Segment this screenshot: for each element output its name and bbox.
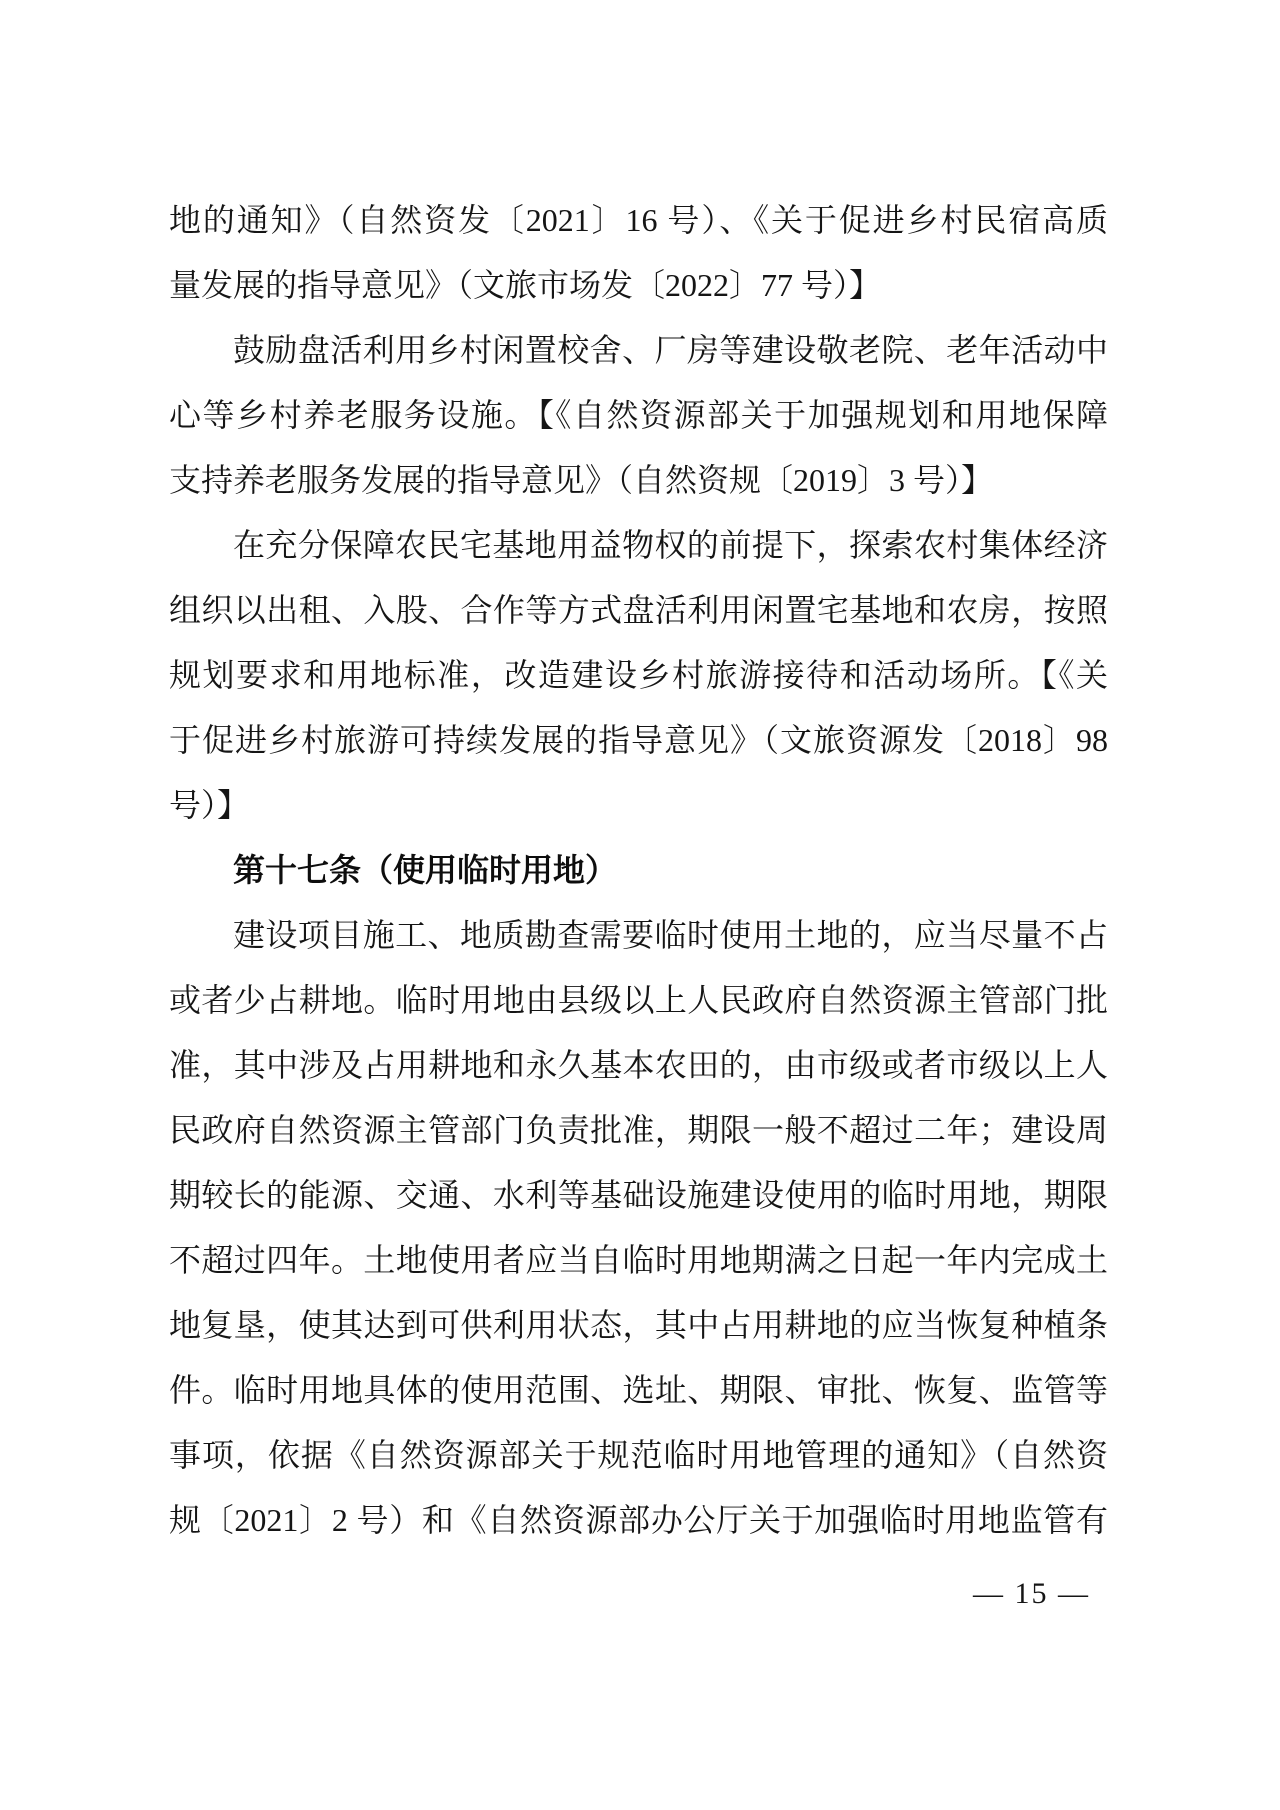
document-line: 件。临时用地具体的使用范围、选址、期限、审批、恢复、监管等 xyxy=(169,1372,1108,1408)
document-line: 事项，依据《自然资源部关于规范临时用地管理的通知》（自然资 xyxy=(169,1437,1108,1473)
document-line: 组织以出租、入股、合作等方式盘活利用闲置宅基地和农房，按照 xyxy=(169,592,1108,628)
document-line: 支持养老服务发展的指导意见》（自然资规〔2019〕3 号）】 xyxy=(169,462,994,498)
article-heading: 第十七条（使用临时用地） xyxy=(233,851,618,889)
document-line: 规〔2021〕2 号）和《自然资源部办公厅关于加强临时用地监管有 xyxy=(169,1502,1108,1538)
document-line: 心等乡村养老服务设施。【《自然资源部关于加强规划和用地保障 xyxy=(169,397,1108,433)
document-line: 民政府自然资源主管部门负责批准，期限一般不超过二年；建设周 xyxy=(169,1112,1108,1148)
document-line: 号）】 xyxy=(169,787,250,823)
document-line: 量发展的指导意见》（文旅市场发〔2022〕77 号）】 xyxy=(169,267,882,303)
document-line: 不超过四年。土地使用者应当自临时用地期满之日起一年内完成土 xyxy=(169,1242,1108,1278)
document-line: 于促进乡村旅游可持续发展的指导意见》（文旅资源发〔2018〕98 xyxy=(169,722,1108,758)
document-line: 或者少占耕地。临时用地由县级以上人民政府自然资源主管部门批 xyxy=(169,982,1108,1018)
document-line: 建设项目施工、地质勘查需要临时使用土地的，应当尽量不占 xyxy=(233,917,1108,953)
document-line: 在充分保障农民宅基地用益物权的前提下，探索农村集体经济 xyxy=(233,527,1108,563)
document-line: 准，其中涉及占用耕地和永久基本农田的，由市级或者市级以上人 xyxy=(169,1047,1108,1083)
document-line: 地复垦，使其达到可供利用状态，其中占用耕地的应当恢复种植条 xyxy=(169,1307,1108,1343)
document-line: 规划要求和用地标准，改造建设乡村旅游接待和活动场所。【《关 xyxy=(169,657,1108,693)
page-number: — 15 — xyxy=(973,1577,1090,1610)
document-line: 鼓励盘活利用乡村闲置校舍、厂房等建设敬老院、老年活动中 xyxy=(233,332,1108,368)
document-line: 地的通知》（自然资发〔2021〕16 号）、《关于促进乡村民宿高质 xyxy=(169,202,1108,238)
document-line: 期较长的能源、交通、水利等基础设施建设使用的临时用地，期限 xyxy=(169,1177,1108,1213)
document-body xyxy=(169,188,1108,1553)
